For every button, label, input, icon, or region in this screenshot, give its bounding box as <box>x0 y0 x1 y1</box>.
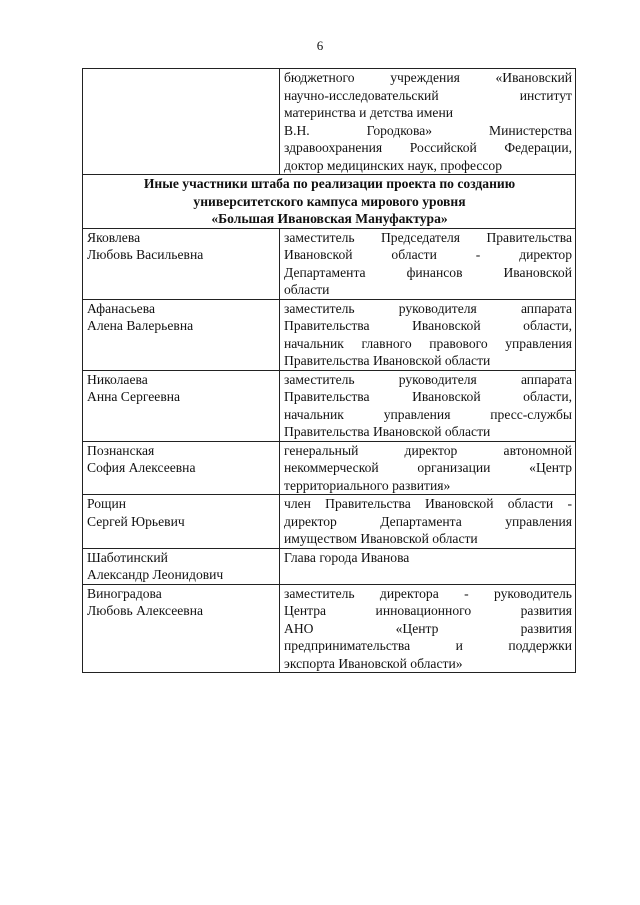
role-line: заместитель руководителя аппарата <box>284 300 572 316</box>
continuation-name-cell <box>83 69 280 175</box>
member-name-cell <box>83 441 280 495</box>
member-row <box>83 228 576 299</box>
member-surname: Виноградова <box>87 585 162 601</box>
role-line: член Правительства Ивановской области - <box>284 496 572 511</box>
member-surname: Николаева <box>87 371 148 387</box>
member-row <box>83 299 576 370</box>
role-line: предпринимательства и поддержки <box>284 638 572 653</box>
member-given-names: Сергей Юрьевич <box>87 513 185 529</box>
member-row <box>83 584 576 673</box>
member-role-cell <box>280 584 576 673</box>
role-line: заместитель руководителя аппарата <box>284 371 572 387</box>
member-role-cell <box>280 370 576 441</box>
member-given-names: Анна Сергеевна <box>87 389 181 404</box>
member-role-cell <box>280 299 576 370</box>
member-row <box>83 370 576 441</box>
role-line: генеральный директор автономной <box>284 442 572 458</box>
role-line: имуществом Ивановской области <box>284 531 478 546</box>
section-heading-line: «Большая Ивановская Мануфактура» <box>211 211 448 226</box>
role-line: некоммерческой организации «Центр <box>284 460 572 475</box>
role-line: Центра инновационного развития <box>284 603 572 618</box>
continuation-row <box>83 69 576 175</box>
member-name-cell <box>83 299 280 370</box>
role-line: начальник главного правового управления <box>284 335 572 351</box>
member-role-cell <box>280 495 576 549</box>
role-line: бюджетного учреждения «Ивановский <box>284 70 572 85</box>
role-line: экспорта Ивановской области» <box>284 655 463 671</box>
member-given-names: София Алексеевна <box>87 460 196 475</box>
member-given-names: Александр Леонидович <box>87 567 224 582</box>
members-table <box>82 68 576 673</box>
member-given-names: Любовь Васильевна <box>87 247 204 262</box>
continuation-role-cell <box>280 69 576 175</box>
role-line: директор Департамента управления <box>284 513 572 529</box>
member-row <box>83 495 576 549</box>
members-table-body <box>83 69 576 673</box>
section-heading-line: университетского кампуса мирового уровня <box>193 193 466 209</box>
member-name-cell <box>83 228 280 299</box>
role-line: научно-исследовательский институт <box>284 87 572 103</box>
member-surname: Шаботинский <box>87 549 168 565</box>
role-line: В.Н. Городкова» Министерства <box>284 122 572 138</box>
member-role-cell <box>280 441 576 495</box>
role-line: Департамента финансов Ивановской <box>284 264 572 280</box>
member-name-cell <box>83 370 280 441</box>
role-line: области <box>284 282 330 297</box>
member-role-cell <box>280 228 576 299</box>
role-line: Правительства Ивановской области, <box>284 389 572 404</box>
role-line: материнства и детства имени <box>284 105 453 120</box>
member-surname: Рощин <box>87 496 127 511</box>
member-role-cell <box>280 548 576 584</box>
role-line: Правительства Ивановской области <box>284 424 491 439</box>
role-line: Глава города Иванова <box>284 549 410 565</box>
member-name-cell <box>83 548 280 584</box>
section-heading-line: Иные участники штаба по реализации проекта по созданию <box>143 176 516 191</box>
member-surname: Познанская <box>87 442 155 458</box>
member-given-names: Любовь Алексеевна <box>87 603 203 618</box>
member-name-cell <box>83 584 280 673</box>
member-name-cell <box>83 495 280 549</box>
role-line: Ивановской области - директор <box>284 247 572 262</box>
role-line: заместитель Председателя Правительства <box>284 229 572 245</box>
role-line: территориального развития» <box>284 477 451 493</box>
section-heading <box>83 175 576 229</box>
role-line: доктор медицинских наук, профессор <box>284 157 502 173</box>
role-line: Правительства Ивановской области, <box>284 318 572 333</box>
role-line: здравоохранения Российской Федерации, <box>284 140 572 155</box>
role-line: Правительства Ивановской области <box>284 353 491 368</box>
member-row <box>83 548 576 584</box>
role-line: АНО «Центр развития <box>284 620 572 636</box>
member-surname: Яковлева <box>87 229 141 245</box>
member-surname: Афанасьева <box>87 300 155 316</box>
role-line: заместитель директора - руководитель <box>284 585 572 601</box>
role-line: начальник управления пресс-службы <box>284 406 572 422</box>
member-row <box>83 441 576 495</box>
section-heading-row <box>83 175 576 229</box>
page-number: 6 <box>316 38 324 53</box>
member-given-names: Алена Валерьевна <box>87 318 194 333</box>
